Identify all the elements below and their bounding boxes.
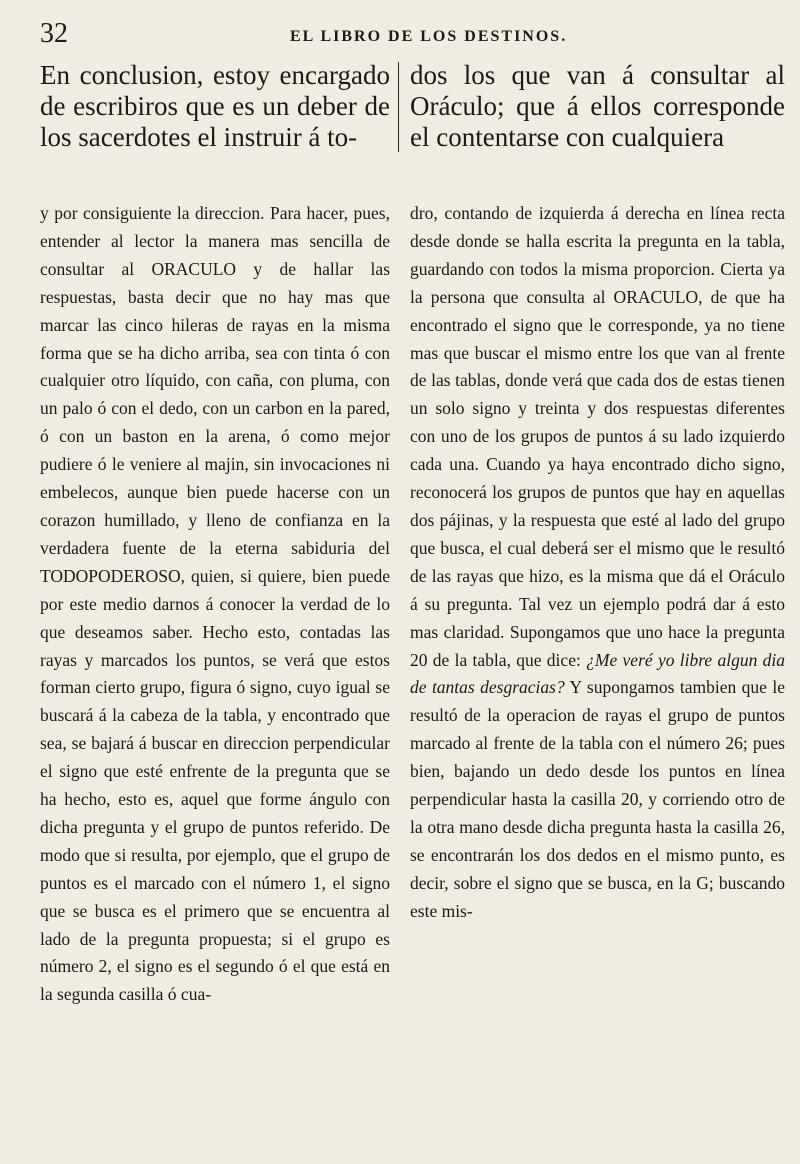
left-lead-block [40,60,390,190]
running-title: EL LIBRO DE LOS DESTINOS. [290,28,568,45]
left-lead-text: En conclusion, estoy encargado de escribiros que es un deber de los sacerdotes el instruir á to- [40,60,390,152]
right-body-block [410,200,785,926]
left-body-text: y por consiguiente la direccion. Para hacer, pues, entender al lector la manera mas sencilla de consultar al ORACULO y de hallar las respuestas, basta decir que no hay mas que marcar las cinco hileras de rayas en la misma forma que se ha dicho arriba, sea con tinta ó con cualquier otro líquido, con caña, con pluma, con un palo ó con el dedo, con un carbon en la pared, ó con un baston en la arena, ó como mejor pudiere ó le veniere al majin, sin invocaciones ni embelecos, aunque bien puede hacerse con un corazon humillado, y lleno de confianza en la verdadera fuente de la eterna sabiduria del TODOPODEROSO, quien, si quiere, bien puede por este medio darnos á conocer la verdad de lo que deseamos saber. Hecho esto, contadas las rayas y marcados los puntos, se verá que estos forman cierto grupo, figura ó signo, cuyo igual se buscará á la cabeza de la tabla, y encontrado que sea, se bajará á buscar en direccion perpendicular el signo que esté enfrente de la pregunta que se ha hecho, esto es, aquel que forme ángulo con dicha pregunta y el grupo de puntos referido. De modo que si resulta, por ejemplo, que el grupo de puntos es el marcado con el número 1, el signo que se busca es el primero que se encuentra al lado de la pregunta propuesta; si el grupo es número 2, el signo es el segundo ó el que está en la segunda casilla ó cua- [40,203,390,1005]
right-body-text-2: Y supongamos tambien que le resultó de la operacion de rayas el grupo de puntos marcado al frente de la tabla con el número 26; pues bien, bajando un dedo desde los puntos en línea perpendicular hasta la casilla 20, y corriendo otro de la otra mano desde dicha pregunta hasta la casilla 26, se encontrarán los dos dedos en el mismo punto, es decir, sobre el signo que se busca, en la G; buscando este mis- [410,677,785,921]
example-question: ¿Me veré yo libre algun dia de tantas desgracias? [410,649,786,698]
right-lead-block [410,60,785,190]
right-column [410,60,785,926]
right-lead-text: dos los que van á consultar al Oráculo; que á ellos corresponde el contentarse con cualquiera [410,60,785,152]
right-body-text-1: dro, contando de izquierda á derecha en línea recta desde donde se halla escrita la pregunta en la tabla, guardando con todos la misma proporcion. Cierta ya la persona que consulta al ORACULO, de que ha encontrado el signo que le corresponde, ya no tiene mas que buscar el mismo entre los que van al frente de las tablas, donde verá que cada dos de estas tienen un solo signo y treinta y dos respuestas diferentes con uno de los grupos de puntos á su lado izquierdo cada una. Cuando ya haya encontrado dicho signo, reconocerá los grupos de puntos que hay en aquellas dos pájinas, y la respuesta que esté al lado del grupo que busca, el cual deberá ser el mismo que le resultó de las rayas que hizo, es la misma que dá el Oráculo á su pregunta. Tal vez un ejemplo podrá dar á esto mas claridad. Supongamos que uno hace la pregunta 20 de la tabla, que dice: [410,203,785,670]
page-header [40,18,780,58]
column-divider [398,62,399,152]
right-body-paragraph [410,200,785,926]
left-column [40,60,390,1009]
left-body-block [40,200,390,1009]
page-number: 32 [40,18,68,49]
